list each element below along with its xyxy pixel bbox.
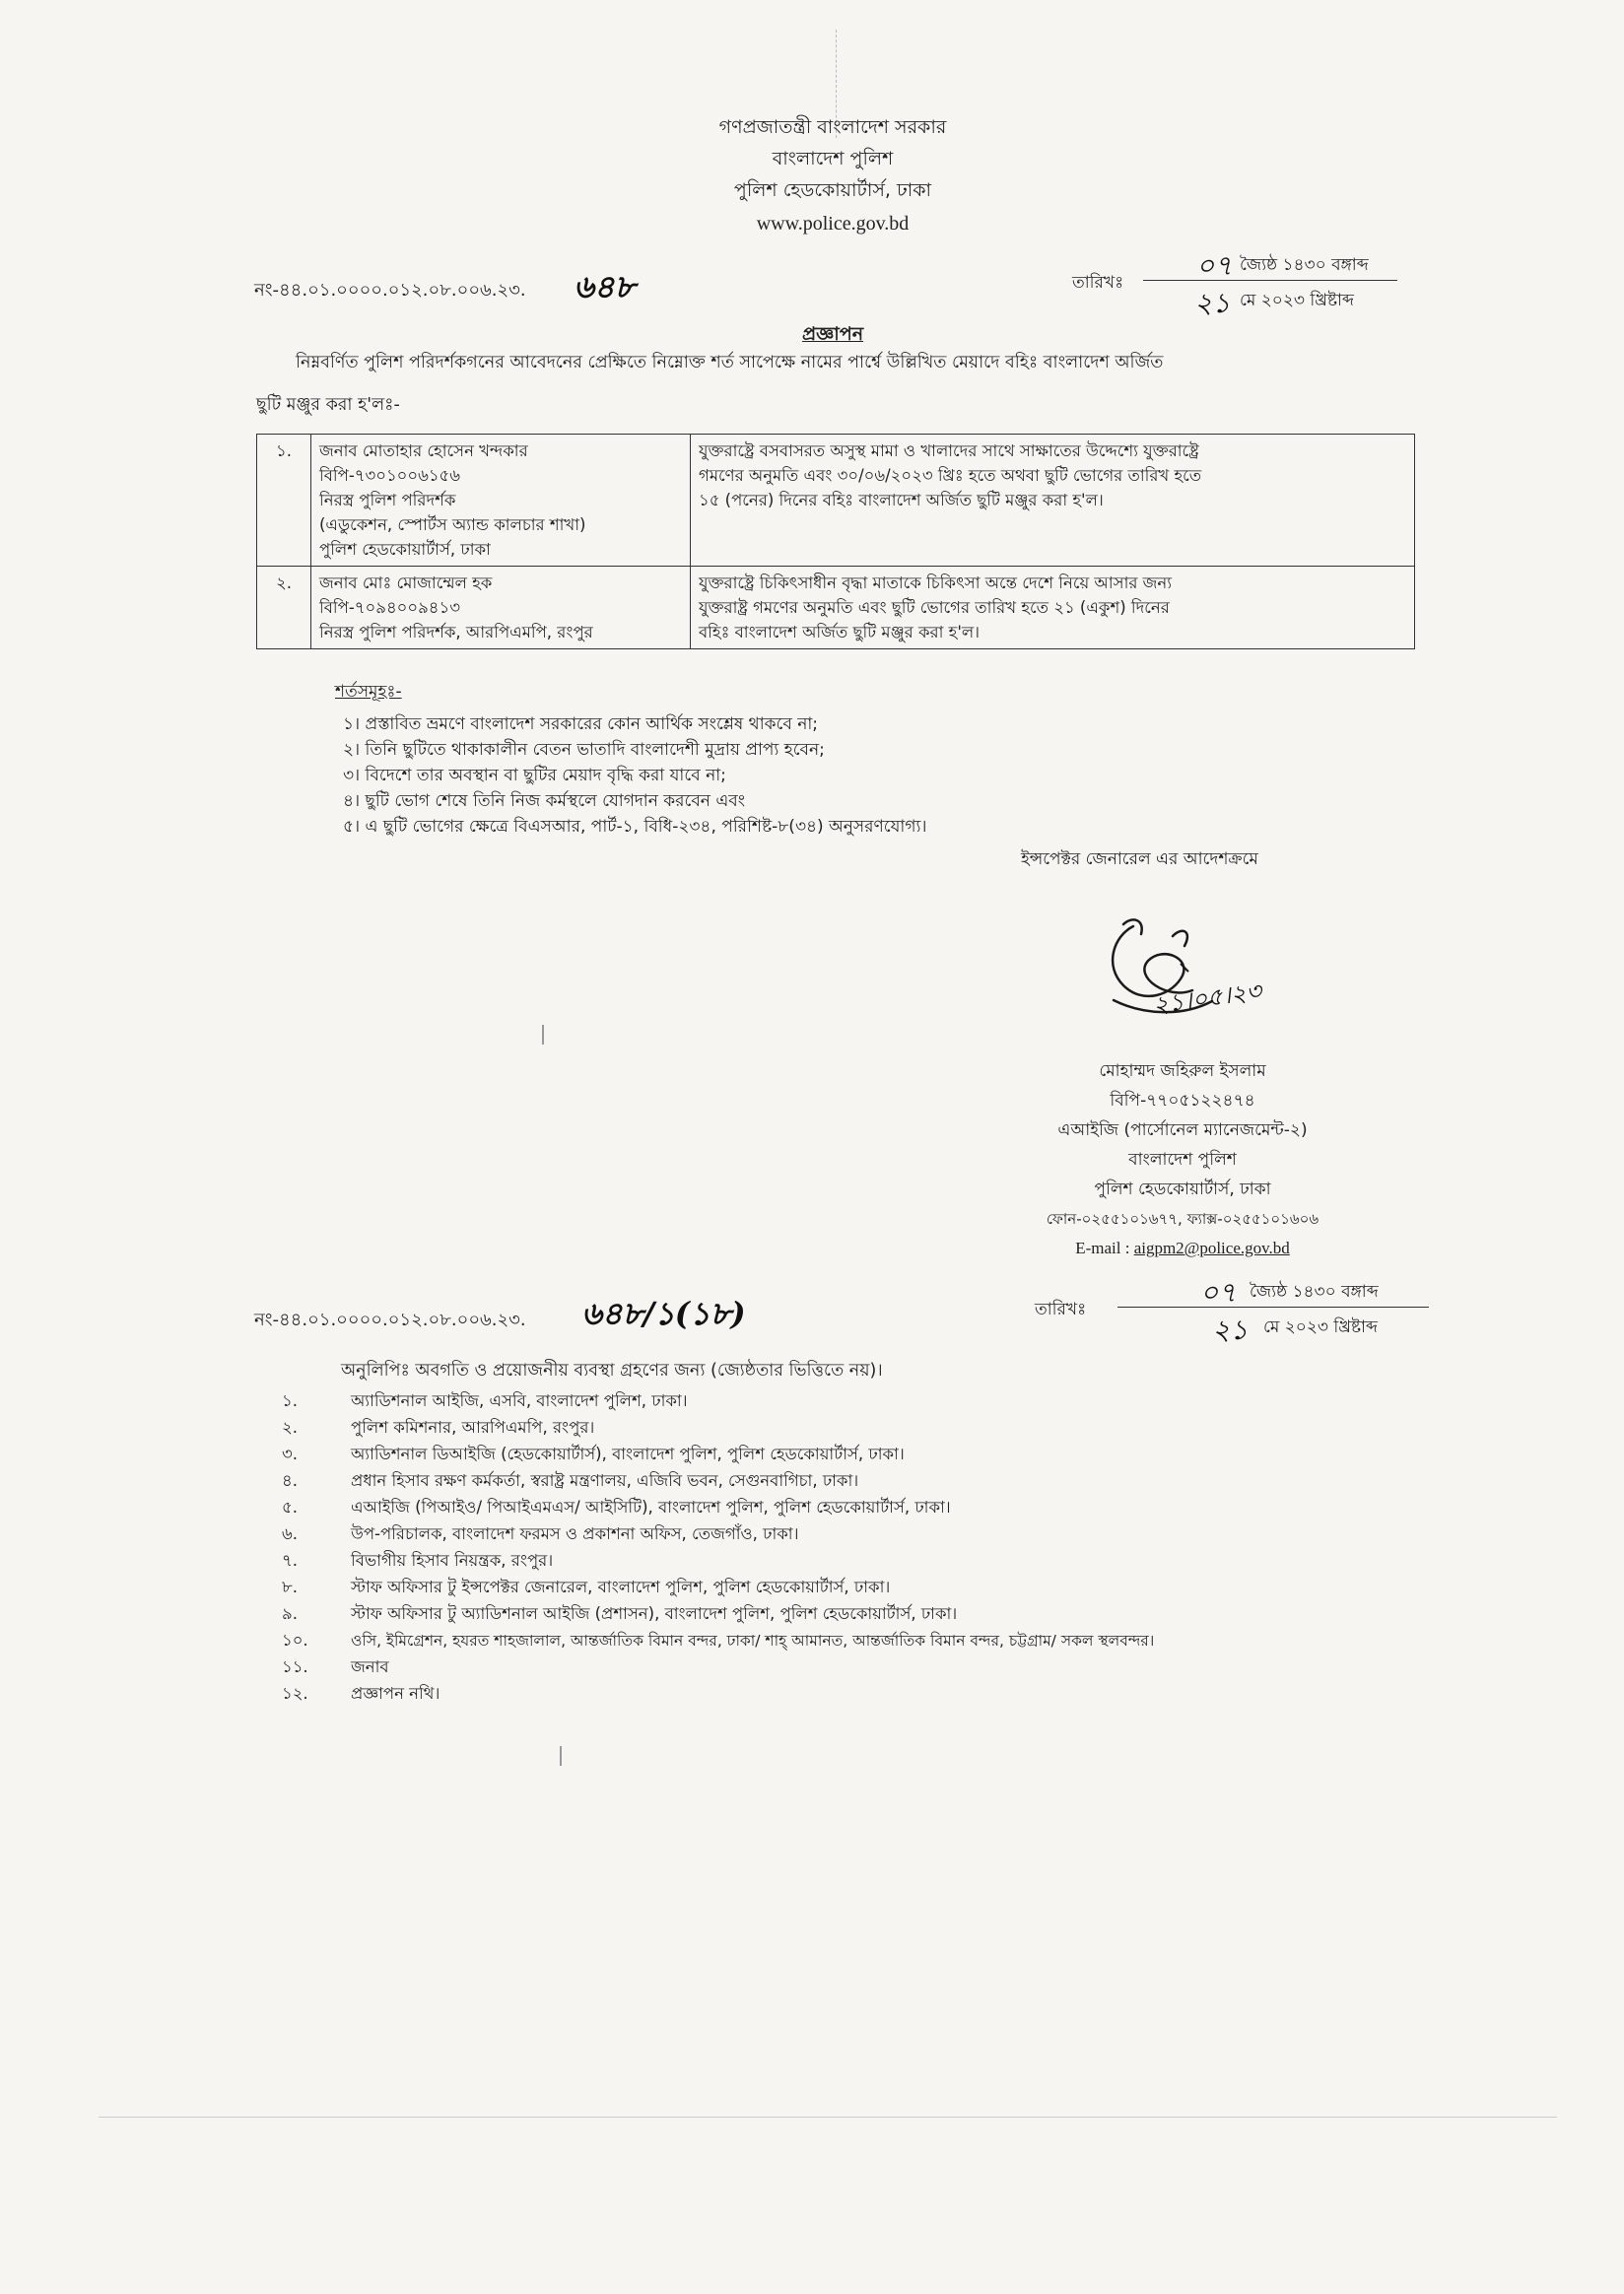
memo-handwritten-number: ৬৪৮ bbox=[574, 268, 636, 305]
condition-item: ১। প্রস্তাবিত ভ্রমণে বাংলাদেশ সরকারের কোন আর্থিক সংশ্লেষ থাকবে না; bbox=[343, 714, 819, 734]
date-divider bbox=[1117, 1307, 1429, 1308]
list-item bbox=[282, 1496, 951, 1519]
signatory-block bbox=[985, 1056, 1380, 1263]
memo-date bbox=[1072, 244, 1397, 319]
list-number: ৬. bbox=[282, 1524, 298, 1543]
row-number: ২. bbox=[257, 567, 311, 649]
officer-line: পুলিশ হেডকোয়ার্টার্স, ঢাকা bbox=[319, 540, 491, 559]
detail-line: গমণের অনুমতি এবং ৩০/০৬/২০২৩ খ্রিঃ হতে অথবা ছুটি ভোগের তারিখ হতে bbox=[699, 466, 1202, 485]
list-number: ১১. bbox=[282, 1657, 308, 1676]
list-text: জনাব bbox=[351, 1657, 389, 1676]
list-number: ৩. bbox=[282, 1445, 298, 1463]
list-item bbox=[282, 1416, 594, 1440]
signatory-phone: ফোন-০২৫৫১০১৬৭৭, ফ্যাক্স-০২৫৫১০১৬০৬ bbox=[1046, 1210, 1320, 1228]
list-text: প্রজ্ঞাপন নথি। bbox=[351, 1684, 440, 1703]
officer-details bbox=[311, 567, 691, 649]
condition-item: ৫। এ ছুটি ভোগের ক্ষেত্রে বিএসআর, পার্ট-১, বিধি-২৩৪, পরিশিষ্ট-৮(৩৪) অনুসরণযোগ্য। bbox=[343, 817, 927, 837]
officer-line: জনাব মোঃ মোজাম্মেল হক bbox=[319, 574, 493, 592]
date-bangla-day: ০৭ bbox=[1200, 1276, 1237, 1309]
list-item bbox=[282, 1522, 798, 1546]
scan-mark bbox=[560, 1746, 562, 1766]
list-text: পুলিশ কমিশনার, আরপিএমপি, রংপুর। bbox=[351, 1418, 595, 1437]
officer-line: নিরস্ত্র পুলিশ পরিদর্শক, আরপিএমপি, রংপুর bbox=[319, 623, 593, 641]
grant-table bbox=[256, 434, 1415, 649]
detail-line: যুক্তরাষ্ট্রে চিকিৎসাধীন বৃদ্ধা মাতাকে চিকিৎসা অন্তে দেশে নিয়ে আসার জন্য bbox=[699, 574, 1173, 592]
list-text: উপ-পরিচালক, বাংলাদেশ ফরমস ও প্রকাশনা অফিস, তেজগাঁও, ঢাকা। bbox=[351, 1524, 799, 1543]
list-number: ৮. bbox=[282, 1578, 298, 1596]
notice-title: প্রজ্ঞাপন bbox=[801, 323, 864, 345]
officer-line: বিপি-৭০৯৪০০৯৪১৩ bbox=[319, 598, 460, 617]
bottom-fold-line bbox=[99, 2117, 1557, 2118]
copies-heading: অনুলিপিঃ অবগতি ও প্রয়োজনীয় ব্যবস্থা গ্রহণের জন্য (জ্যেষ্ঠতার ভিত্তিতে নয়)। bbox=[341, 1361, 883, 1381]
officer-details bbox=[311, 435, 691, 567]
list-text: ওসি, ইমিগ্রেশন, হযরত শাহজালাল, আন্তর্জাতিক বিমান বন্দর, ঢাকা/ শাহ্ আমানত, আন্তর্জাতিক বিমান বন্দর, চট্টগ্রাম/ সকল স্থলবন্দর। bbox=[351, 1632, 1155, 1650]
signatory-org: বাংলাদেশ পুলিশ bbox=[1128, 1150, 1237, 1170]
leave-details bbox=[691, 567, 1415, 649]
date-bangla-rest: জ্যৈষ্ঠ ১৪৩০ বঙ্গাব্দ bbox=[1250, 1282, 1379, 1302]
officer-line: জনাব মোতাহার হোসেন খন্দকার bbox=[319, 441, 528, 460]
email-label: E-mail : bbox=[1075, 1239, 1130, 1257]
list-number: ৫. bbox=[282, 1498, 298, 1517]
date-label: তারিখঃ bbox=[1072, 273, 1124, 293]
officer-line: নিরস্ত্র পুলিশ পরিদর্শক bbox=[319, 491, 456, 509]
header-website: www.police.gov.bd bbox=[756, 213, 910, 235]
detail-line: ১৫ (পনের) দিনের বহিঃ বাংলাদেশ অর্জিত ছুটি মঞ্জুর করা হ'ল। bbox=[699, 491, 1104, 509]
officer-line: (এডুকেশন, স্পোর্টস অ্যান্ড কালচার শাখা) bbox=[319, 515, 586, 534]
date-greg-rest: মে ২০২৩ খ্রিষ্টাব্দ bbox=[1263, 1317, 1378, 1337]
notice-intro-line1: নিম্নবর্ণিত পুলিশ পরিদর্শকগনের আবেদনের প্রেক্ষিতে নিম্নোক্ত শর্ত সাপেক্ষে নামের পার্শ্বে উল্লিখিত মেয়াদে বহিঃ বাংলাদেশ অর্জিত bbox=[296, 353, 1164, 372]
notice-intro-line2: ছুটি মঞ্জুর করা হ'লঃ- bbox=[256, 395, 400, 415]
list-item bbox=[282, 1655, 389, 1679]
table-row bbox=[257, 567, 1415, 649]
signature-date: ২১।০৫।২৩ bbox=[1151, 977, 1263, 1020]
list-item bbox=[282, 1443, 905, 1466]
list-text: প্রধান হিসাব রক্ষণ কর্মকর্তা, স্বরাষ্ট্র মন্ত্রণালয়, এজিবি ভবন, সেগুনবাগিচা, ঢাকা। bbox=[351, 1471, 859, 1490]
list-text: স্টাফ অফিসার টু অ্যাডিশনাল আইজি (প্রশাসন), বাংলাদেশ পুলিশ, পুলিশ হেডকোয়ার্টার্স, ঢাকা। bbox=[351, 1604, 958, 1623]
header-govt: গণপ্রজাতন্ত্রী বাংলাদেশ সরকার bbox=[718, 116, 947, 138]
condition-item: ৪। ছুটি ভোগ শেষে তিনি নিজ কর্মস্থলে যোগদান করবেন এবং bbox=[343, 791, 746, 811]
date-greg-day: ২১ bbox=[1194, 287, 1231, 319]
list-item bbox=[282, 1469, 858, 1493]
scan-mark bbox=[542, 1025, 544, 1045]
signatory-email-row bbox=[985, 1234, 1380, 1263]
table-row bbox=[257, 435, 1415, 567]
list-item bbox=[282, 1682, 440, 1706]
memo2-number: নং-৪৪.০১.০০০০.০১২.০৮.০০৬.২৩. bbox=[254, 1310, 526, 1330]
order-line: ইন্সপেক্টর জেনারেল এর আদেশক্রমে bbox=[1021, 849, 1258, 869]
memo-number: নং-৪৪.০১.০০০০.০১২.০৮.০০৬.২৩. bbox=[254, 280, 526, 301]
list-number: ১. bbox=[282, 1391, 298, 1410]
list-text: স্টাফ অফিসার টু ইন্সপেক্টর জেনারেল, বাংলাদেশ পুলিশ, পুলিশ হেডকোয়ার্টার্স, ঢাকা। bbox=[351, 1578, 891, 1596]
list-text: এআইজি (পিআইও/ পিআইএমএস/ আইসিটি), বাংলাদেশ পুলিশ, পুলিশ হেডকোয়ার্টার্স, ঢাকা। bbox=[351, 1498, 951, 1517]
date-label: তারিখঃ bbox=[1035, 1300, 1087, 1319]
list-text: অ্যাডিশনাল ডিআইজি (হেডকোয়ার্টার্স), বাংলাদেশ পুলিশ, পুলিশ হেডকোয়ার্টার্স, ঢাকা। bbox=[351, 1445, 905, 1463]
list-item bbox=[282, 1549, 553, 1573]
condition-item: ৩। বিদেশে তার অবস্থান বা ছুটির মেয়াদ বৃদ্ধি করা যাবে না; bbox=[343, 766, 726, 785]
signatory-designation: এআইজি (পার্সোনেল ম্যানেজমেন্ট-২) bbox=[1057, 1120, 1308, 1140]
signatory-bp: বিপি-৭৭০৫১২২৪৭৪ bbox=[1110, 1091, 1255, 1111]
list-number: ৭. bbox=[282, 1551, 298, 1570]
memo2-handwritten-number: ৬৪৮/১(১৮) bbox=[581, 1295, 746, 1332]
memo2-date bbox=[1035, 1271, 1429, 1346]
email-link[interactable]: aigpm2@police.gov.bd bbox=[1133, 1239, 1290, 1257]
condition-item: ২। তিনি ছুটিতে থাকাকালীন বেতন ভাতাদি বাংলাদেশী মুদ্রায় প্রাপ্য হবেন; bbox=[343, 740, 825, 760]
list-number: ১২. bbox=[282, 1684, 308, 1703]
date-greg-day: ২১ bbox=[1212, 1314, 1249, 1346]
row-number: ১. bbox=[257, 435, 311, 567]
date-bangla-day: ০৭ bbox=[1196, 249, 1233, 282]
signatory-name: মোহাম্মদ জহিরুল ইসলাম bbox=[1099, 1061, 1266, 1081]
list-text: বিভাগীয় হিসাব নিয়ন্ত্রক, রংপুর। bbox=[351, 1551, 554, 1570]
list-number: ১০. bbox=[282, 1631, 308, 1650]
list-item bbox=[282, 1389, 688, 1413]
date-greg-rest: মে ২০২৩ খ্রিষ্টাব্দ bbox=[1240, 291, 1354, 310]
detail-line: বহিঃ বাংলাদেশ অর্জিত ছুটি মঞ্জুর করা হ'ল। bbox=[699, 623, 981, 641]
list-item bbox=[282, 1629, 1154, 1653]
date-bangla-rest: জ্যৈষ্ঠ ১৪৩০ বঙ্গাব্দ bbox=[1240, 255, 1369, 275]
list-item bbox=[282, 1602, 957, 1626]
detail-line: যুক্তরাষ্ট্রে বসবাসরত অসুস্থ মামা ও খালাদের সাথে সাক্ষাতের উদ্দেশ্যে যুক্তরাষ্ট্রে bbox=[699, 441, 1199, 460]
list-number: ৪. bbox=[282, 1471, 298, 1490]
list-number: ২. bbox=[282, 1418, 298, 1437]
conditions-heading: শর্তসমূহঃ- bbox=[335, 682, 402, 702]
list-number: ৯. bbox=[282, 1604, 298, 1623]
date-divider bbox=[1143, 280, 1397, 281]
list-item bbox=[282, 1576, 890, 1599]
header-police: বাংলাদেশ পুলিশ bbox=[772, 148, 894, 169]
header-hq: পুলিশ হেডকোয়ার্টার্স, ঢাকা bbox=[733, 179, 932, 201]
detail-line: যুক্তরাষ্ট্র গমণের অনুমতি এবং ছুটি ভোগের তারিখ হতে ২১ (একুশ) দিনের bbox=[699, 598, 1170, 617]
signatory-office: পুলিশ হেডকোয়ার্টার্স, ঢাকা bbox=[1094, 1180, 1271, 1199]
leave-details bbox=[691, 435, 1415, 567]
officer-line: বিপি-৭৩০১০০৬১৫৬ bbox=[319, 466, 460, 485]
list-text: অ্যাডিশনাল আইজি, এসবি, বাংলাদেশ পুলিশ, ঢাকা। bbox=[351, 1391, 688, 1410]
